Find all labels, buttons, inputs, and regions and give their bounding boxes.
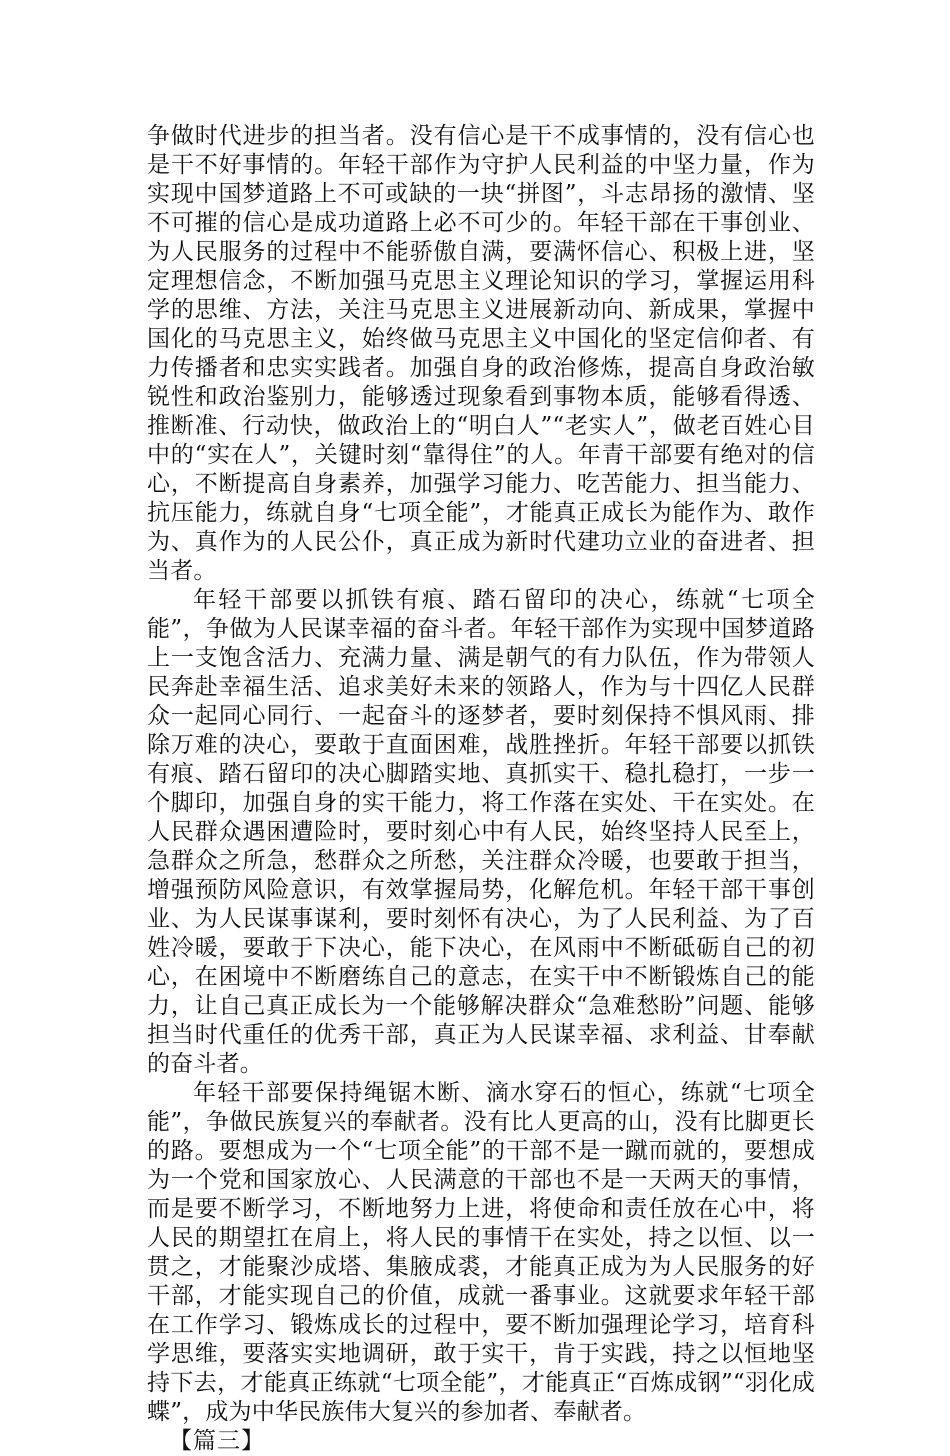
document-body (147, 122, 815, 1456)
section-heading: 【篇三】 (169, 1428, 265, 1454)
paragraph-3: 年轻干部要保持绳锯木断、滴水穿石的恒心，练就“七项全能”，争做民族复兴的奉献者。没有比人更高的山，没有比脚更长的路。要想成为一个“七项全能”的干部不是一蹴而就的，要想成为一个党和国家放心、人民满意的干部也不是一天两天的事情，而是要不断学习，不断地努力上进，将使命和责任放在心中，将人民的期望扛在肩上，将人民的事情干在实处，持之以恒、以一贯之，才能聚沙成塔、集腋成裘，才能真正成为为人民服务的好干部，才能实现自己的价值，成就一番事业。这就要求年轻干部在工作学习、锻炼成长的过程中，要不断加强理论学习，培育科学思维，要落实实地调研，敢于实干，肯于实践，持之以恒地坚持下去，才能真正练就“七项全能”，才能真正“百炼成钢”“羽化成蝶”，成为中华民族伟大复兴的参加者、奉献者。 (147, 1080, 815, 1425)
paragraph-1: 争做时代进步的担当者。没有信心是干不成事情的，没有信心也是干不好事情的。年轻干部作为守护人民利益的中坚力量，作为实现中国梦道路上不可或缺的一块“拼图”，斗志昂扬的激情、坚不可摧的信心是成功道路上必不可少的。年轻干部在干事创业、为人民服务的过程中不能骄傲自满，要满怀信心、积极上进，坚定理想信念，不断加强马克思主义理论知识的学习，掌握运用科学的思维、方法，关注马克思主义进展新动向、新成果，掌握中国化的马克思主义，始终做马克思主义中国化的坚定信仰者、有力传播者和忠实实践者。加强自身的政治修炼，提高自身政治敏锐性和政治鉴别力，能够透过现象看到事物本质，能够看得透、推断准、行动快，做政治上的“明白人”“老实人”，做老百姓心目中的“实在人”，关键时刻“靠得住”的人。年青干部要有绝对的信心，不断提高自身素养，加强学习能力、吃苦能力、担当能力、抗压能力，练就自身“七项全能”，才能真正成长为能作为、敢作为、真作为的人民公仆，真正成为新时代建功立业的奋进者、担当者。 (147, 123, 815, 584)
paragraph-2: 年轻干部要以抓铁有痕、踏石留印的决心，练就“七项全能”，争做为人民谋幸福的奋斗者。年轻干部作为实现中国梦道路上一支饱含活力、充满力量、满是朝气的有力队伍，作为带领人民奔赴幸福生活、追求美好未来的领路人，作为与十四亿人民群众一起同心同行、一起奋斗的逐梦者，要时刻保持不惧风雨、排除万难的决心，要敢于直面困难，战胜挫折。年轻干部要以抓铁有痕、踏石留印的决心脚踏实地、真抓实干、稳扎稳打，一步一个脚印，加强自身的实干能力，将工作落在实处、干在实处。在人民群众遇困遭险时，要时刻心中有人民，始终坚持人民至上，急群众之所急，愁群众之所愁，关注群众冷暖，也要敢于担当，增强预防风险意识，有效掌握局势，化解危机。年轻干部干事创业、为人民谋事谋利，要时刻怀有决心，为了人民利益、为了百姓冷暖，要敢于下决心，能下决心，在风雨中不断砥砺自己的初心，在困境中不断磨练自己的意志，在实干中不断锻炼自己的能力，让自己真正成长为一个能够解决群众“急难愁盼”问题、能够担当时代重任的优秀干部，真正为人民谋幸福、求利益、甘奉献的奋斗者。 (147, 587, 815, 1077)
